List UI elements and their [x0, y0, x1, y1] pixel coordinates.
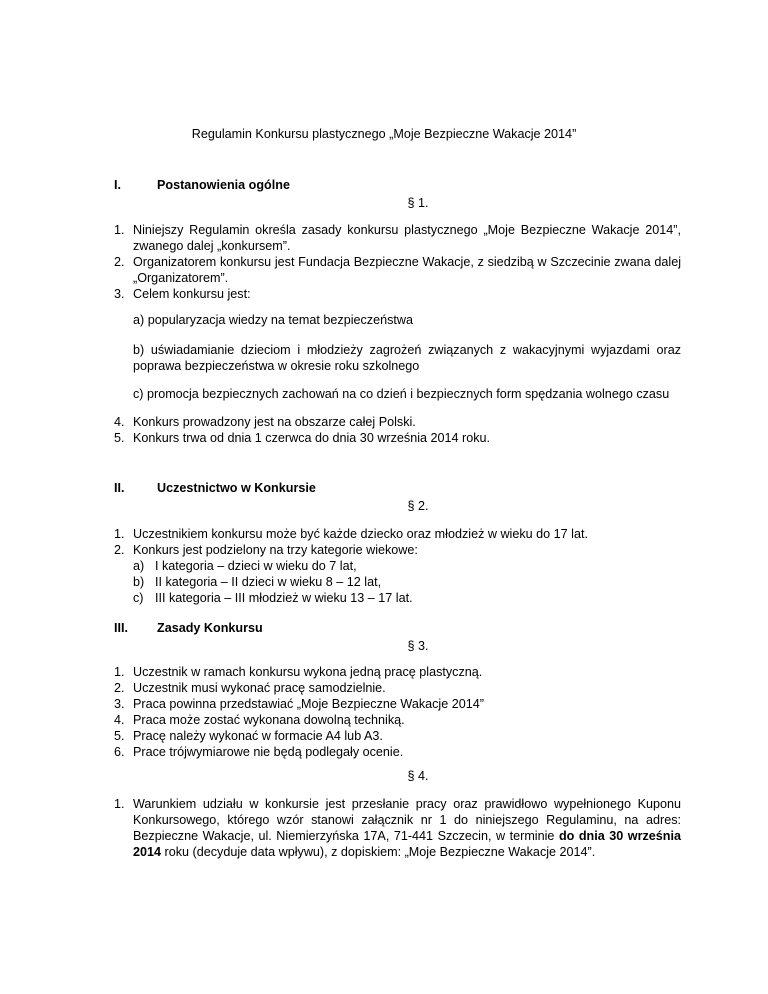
item-text: Uczestnikiem konkursu może być każde dziecko oraz młodzież w wieku do 17 lat.: [133, 527, 588, 541]
item-letter: a): [133, 559, 145, 573]
item-number: 2.: [114, 543, 125, 557]
section-2-list: [114, 526, 681, 558]
item-text: Konkurs jest podzielony na trzy kategorie wiekowe:: [133, 543, 418, 557]
list-item: [114, 744, 681, 760]
goal-a: a) popularyzacja wiedzy na temat bezpieczeństwa: [133, 313, 414, 327]
item-number: 2.: [114, 681, 125, 695]
item-text: Prace trójwymiarowe nie będą podlegały ocenie.: [133, 745, 404, 759]
section-1-list-continued: [114, 414, 681, 446]
item-number: 1.: [114, 223, 125, 237]
item-number: 5.: [114, 431, 125, 445]
item-text: Niniejszy Regulamin określa zasady konkursu plastycznego „Moje Bezpieczne Wakacje 2014”, zwanego dalej „konkursem”.: [133, 223, 681, 253]
item-text: Konkurs trwa od dnia 1 czerwca do dnia 30 września 2014 roku.: [133, 431, 491, 445]
item-number: 5.: [114, 729, 125, 743]
item-number: 1.: [114, 527, 125, 541]
list-item: [114, 430, 681, 446]
item-text: Konkurs prowadzony jest na obszarze całej Polski.: [133, 415, 416, 429]
list-item: [114, 696, 681, 712]
list-item: [114, 286, 681, 302]
list-item: [133, 574, 681, 590]
item-text: Uczestnik w ramach konkursu wykona jedną pracę plastyczną.: [133, 665, 483, 679]
section-2-heading: Uczestnictwo w Konkursie: [157, 481, 316, 495]
item-number: 1.: [114, 665, 125, 679]
list-item: [114, 664, 681, 680]
item-number: 3.: [114, 697, 125, 711]
item-letter: c): [133, 591, 144, 605]
list-item: [114, 414, 681, 430]
list-item: [114, 680, 681, 696]
item-text: Praca może zostać wykonana dowolną techniką.: [133, 713, 405, 727]
list-item: [114, 222, 681, 254]
item-letter: b): [133, 575, 145, 589]
section-1-heading: Postanowienia ogólne: [157, 178, 290, 192]
list-item: [114, 712, 681, 728]
item-text: Organizatorem konkursu jest Fundacja Bezpieczne Wakacje, z siedzibą w Szczecinie zwana dalej „Organizatorem”.: [133, 255, 681, 285]
goal-c: c) promocja bezpiecznych zachowań na co dzień i bezpiecznych form spędzania wolnego czasu: [133, 387, 670, 401]
paragraph-3-mark: § 3.: [407, 639, 429, 653]
section-2-number: II.: [114, 481, 125, 495]
item-text: Uczestnik musi wykonać pracę samodzielnie.: [133, 681, 386, 695]
paragraph-2-mark: § 2.: [407, 499, 429, 513]
paragraph-4-item: [114, 796, 681, 860]
paragraph-4-mark: § 4.: [407, 769, 429, 783]
list-item: [114, 542, 681, 558]
list-item: [133, 590, 681, 606]
item-text: Warunkiem udziału w konkursie jest przesłanie pracy oraz prawidłowo wypełnionego Kuponu Konkursowego, którego wzór stanowi załącznik nr 1 do niniejszego Regulaminu, na adres: Bezpieczne Wakacje, ul. Niemierzyńska 17A, 71-441 Szczecin, w terminie: [133, 797, 681, 843]
item-text-end: roku (decyduje data wpływu), z dopiskiem: „Moje Bezpieczne Wakacje 2014”.: [161, 845, 596, 859]
section-3-number: III.: [114, 621, 128, 635]
document-title: Regulamin Konkursu plastycznego „Moje Bezpieczne Wakacje 2014”: [191, 127, 577, 141]
list-item: [114, 526, 681, 542]
list-item: [114, 254, 681, 286]
age-category-list: [133, 558, 681, 606]
list-item: [114, 728, 681, 744]
goal-b: b) uświadamianie dzieciom i młodzieży zagrożeń związanych z wakacyjnymi wyjazdami oraz poprawa bezpieczeństwa w okresie roku szkolnego: [133, 343, 681, 373]
item-number: 4.: [114, 713, 125, 727]
item-text: Pracę należy wykonać w formacie A4 lub A3.: [133, 729, 383, 743]
section-1-list: [114, 222, 681, 302]
item-text: II kategoria – II dzieci w wieku 8 – 12 lat,: [155, 575, 382, 589]
deadline-text: do dnia 30 września 2014: [133, 829, 681, 859]
item-number: 6.: [114, 745, 125, 759]
item-text: Celem konkursu jest:: [133, 287, 251, 301]
item-number: 4.: [114, 415, 125, 429]
item-text: I kategoria – dzieci w wieku do 7 lat,: [155, 559, 357, 573]
item-number: 2.: [114, 255, 125, 269]
item-number: 3.: [114, 287, 125, 301]
item-number: 1.: [114, 797, 125, 811]
section-3-heading: Zasady Konkursu: [157, 621, 263, 635]
paragraph-1-mark: § 1.: [407, 196, 429, 210]
item-text: Praca powinna przedstawiać „Moje Bezpieczne Wakacje 2014”: [133, 697, 484, 711]
section-1-number: I.: [114, 178, 121, 192]
section-3-list: [114, 664, 681, 760]
item-text: III kategoria – III młodzież w wieku 13 – 17 lat.: [155, 591, 413, 605]
list-item: [133, 558, 681, 574]
